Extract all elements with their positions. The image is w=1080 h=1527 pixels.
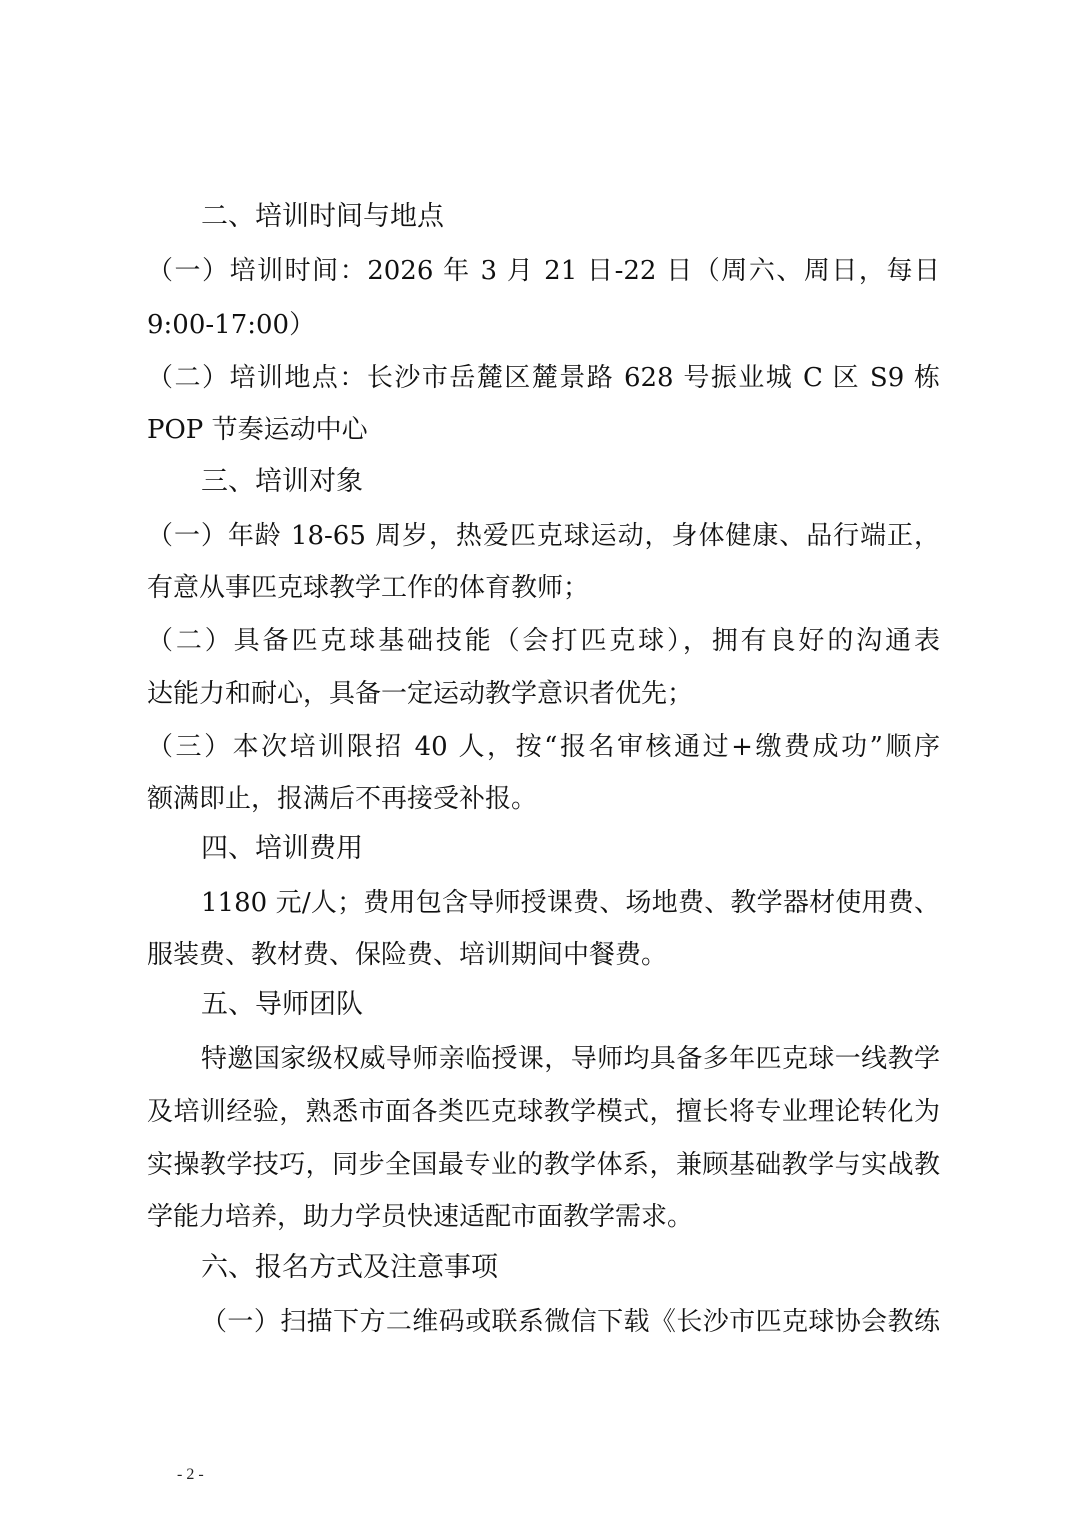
paragraph-line: 额满即止，报满后不再接受补报。 (147, 784, 538, 814)
section-heading-mentor-team: 五、导师团队 (201, 989, 363, 1020)
section-heading-training-target: 三、培训对象 (201, 466, 363, 497)
section-heading-training-fee: 四、培训费用 (201, 833, 363, 864)
section-heading-training-time-place: 二、培训时间与地点 (201, 201, 444, 232)
paragraph-line: 有意从事匹克球教学工作的体育教师； (147, 573, 590, 603)
paragraph-line: POP 节奏运动中心 (147, 415, 368, 445)
paragraph-line: 学能力培养，助力学员快速适配市面教学需求。 (147, 1202, 694, 1232)
paragraph-line: 实操教学技巧，同步全国最专业的教学体系，兼顾基础教学与实战教 (147, 1150, 940, 1180)
paragraph-line: （一）培训时间：2026 年 3 月 21 日-22 日（周六、周日，每日 (147, 256, 940, 286)
paragraph-line: 达能力和耐心，具备一定运动教学意识者优先； (147, 679, 694, 709)
paragraph-line: 及培训经验，熟悉市面各类匹克球教学模式，擅长将专业理论转化为 (147, 1097, 940, 1127)
section-heading-registration: 六、报名方式及注意事项 (201, 1252, 498, 1283)
paragraph-line: 1180 元/人；费用包含导师授课费、场地费、教学器材使用费、 (201, 888, 940, 918)
paragraph-line: 服装费、教材费、保险费、培训期间中餐费。 (147, 940, 668, 970)
paragraph-line: 特邀国家级权威导师亲临授课，导师均具备多年匹克球一线教学 (201, 1044, 940, 1074)
paragraph-line: （二）具备匹克球基础技能（会打匹克球），拥有良好的沟通表 (147, 626, 940, 656)
paragraph-line: （一）扫描下方二维码或联系微信下载《长沙市匹克球协会教练 (201, 1307, 940, 1337)
paragraph-line: （三）本次培训限招 40 人，按“报名审核通过+缴费成功”顺序 (147, 732, 940, 762)
page-number: - 2 - (177, 1466, 204, 1483)
paragraph-line: （二）培训地点：长沙市岳麓区麓景路 628 号振业城 C 区 S9 栋 (147, 363, 940, 393)
paragraph-line: 9:00-17:00） (147, 310, 316, 340)
paragraph-line: （一）年龄 18-65 周岁，热爱匹克球运动，身体健康、品行端正， (147, 521, 940, 551)
